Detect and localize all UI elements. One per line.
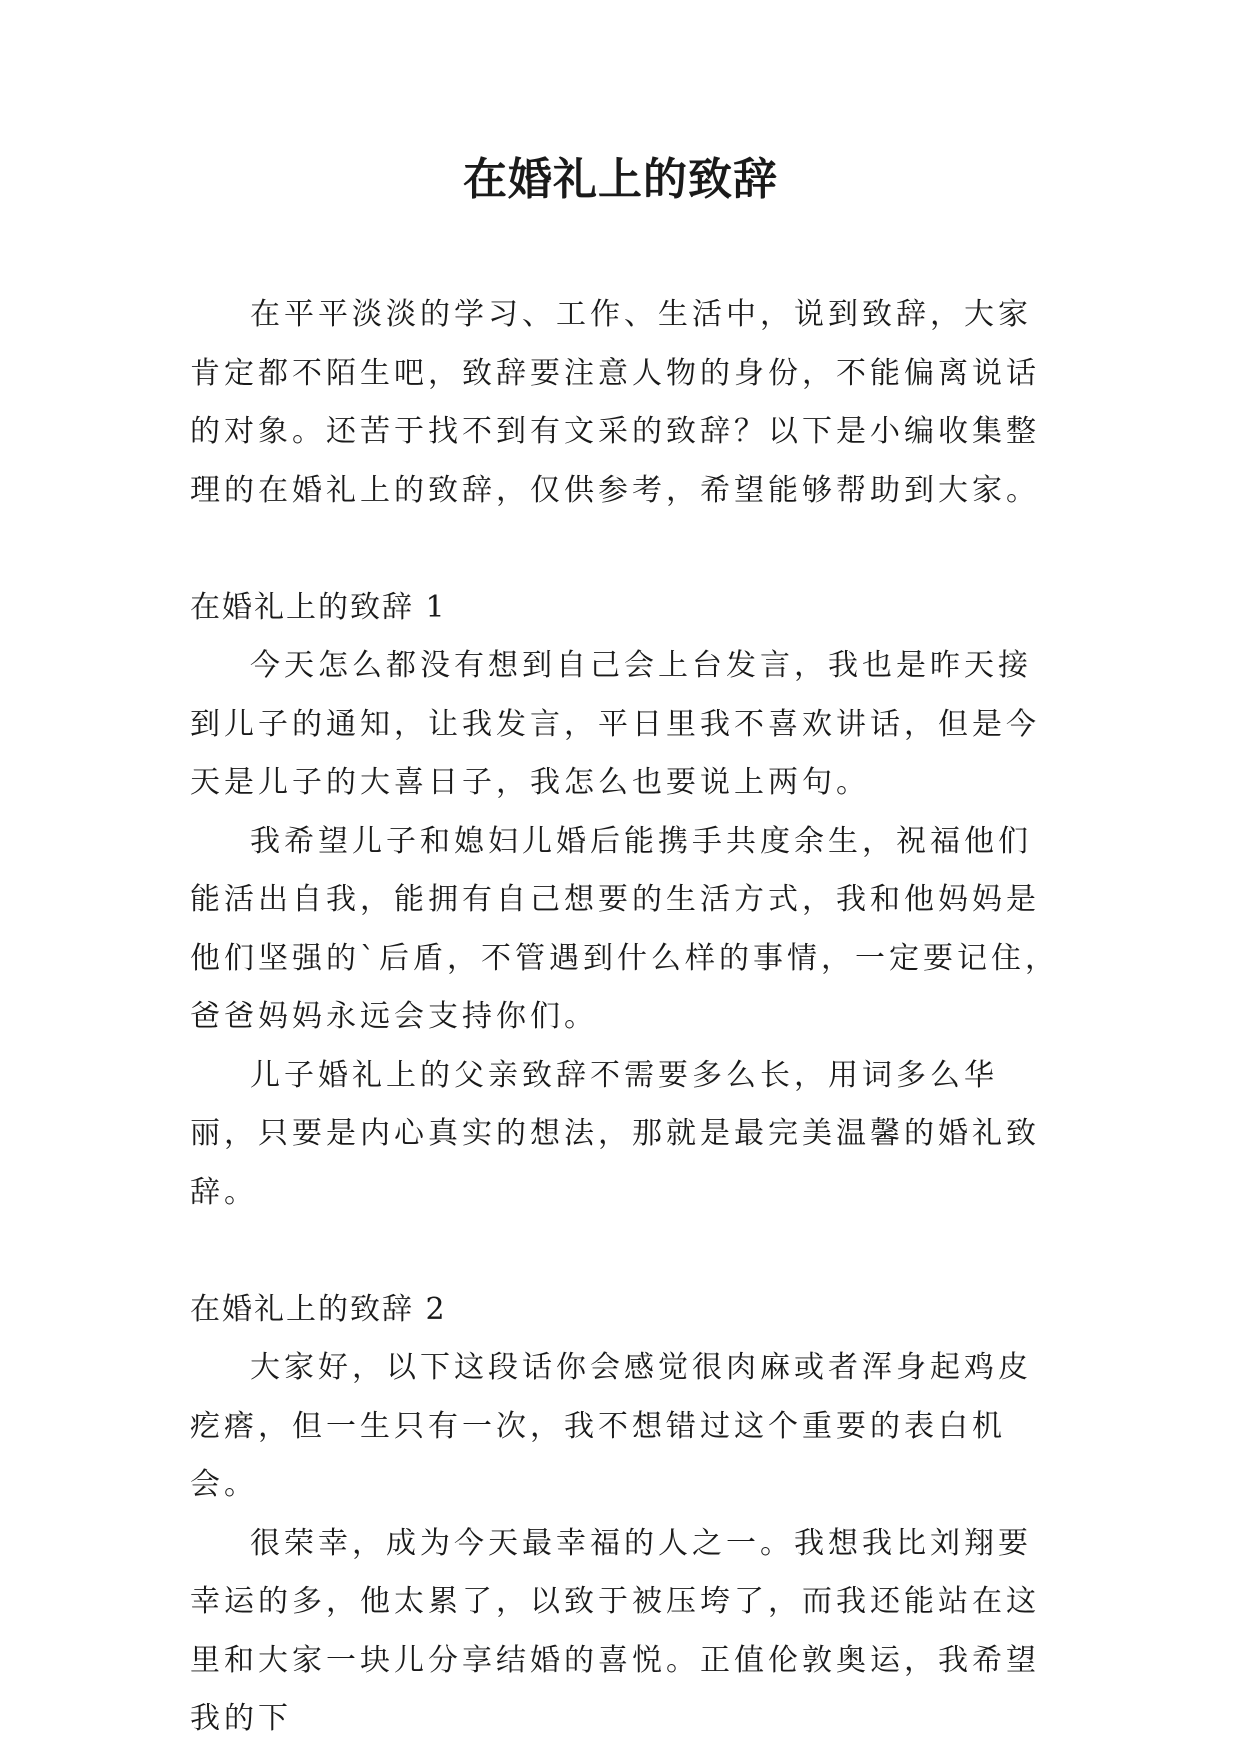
section-1-paragraph-3: 儿子婚礼上的父亲致辞不需要多么长，用词多么华丽，只要是内心真实的想法，那就是最完美温馨的婚礼致辞。 xyxy=(190,1057,1040,1210)
document-body xyxy=(190,286,1060,1749)
section-heading-2: 在婚礼上的致辞 2 xyxy=(190,1291,447,1327)
section-1-paragraph-2: 我希望儿子和媳妇儿婚后能携手共度余生，祝福他们能活出自我，能拥有自己想要的生活方式，我和他妈妈是他们坚强的`后盾，不管遇到什么样的事情，一定要记住，爸爸妈妈永远会支持你们。 xyxy=(190,823,1059,1034)
section-2-paragraph-2: 很荣幸，成为今天最幸福的人之一。我想我比刘翔要幸运的多，他太累了，以致于被压垮了，而我还能站在这里和大家一块儿分享结婚的喜悦。正值伦敦奥运，我希望我的下 xyxy=(190,1525,1040,1736)
section-spacer xyxy=(190,520,1060,579)
document-title: 在婚礼上的致辞 xyxy=(463,154,778,205)
section-heading-1: 在婚礼上的致辞 1 xyxy=(190,589,447,625)
section-spacer xyxy=(190,1222,1060,1281)
section-1-paragraph-1: 今天怎么都没有想到自己会上台发言，我也是昨天接到儿子的通知，让我发言，平日里我不喜欢讲话，但是今天是儿子的大喜日子，我怎么也要说上两句。 xyxy=(190,648,1040,800)
section-2-paragraph-1: 大家好，以下这段话你会感觉很肉麻或者浑身起鸡皮疙瘩，但一生只有一次，我不想错过这个重要的表白机会。 xyxy=(190,1350,1032,1502)
intro-paragraph: 在平平淡淡的学习、工作、生活中，说到致辞，大家肯定都不陌生吧，致辞要注意人物的身份，不能偏离说话的对象。还苦于找不到有文采的致辞？以下是小编收集整理的在婚礼上的致辞，仅供参考，希望能够帮助到大家。 xyxy=(190,297,1040,508)
